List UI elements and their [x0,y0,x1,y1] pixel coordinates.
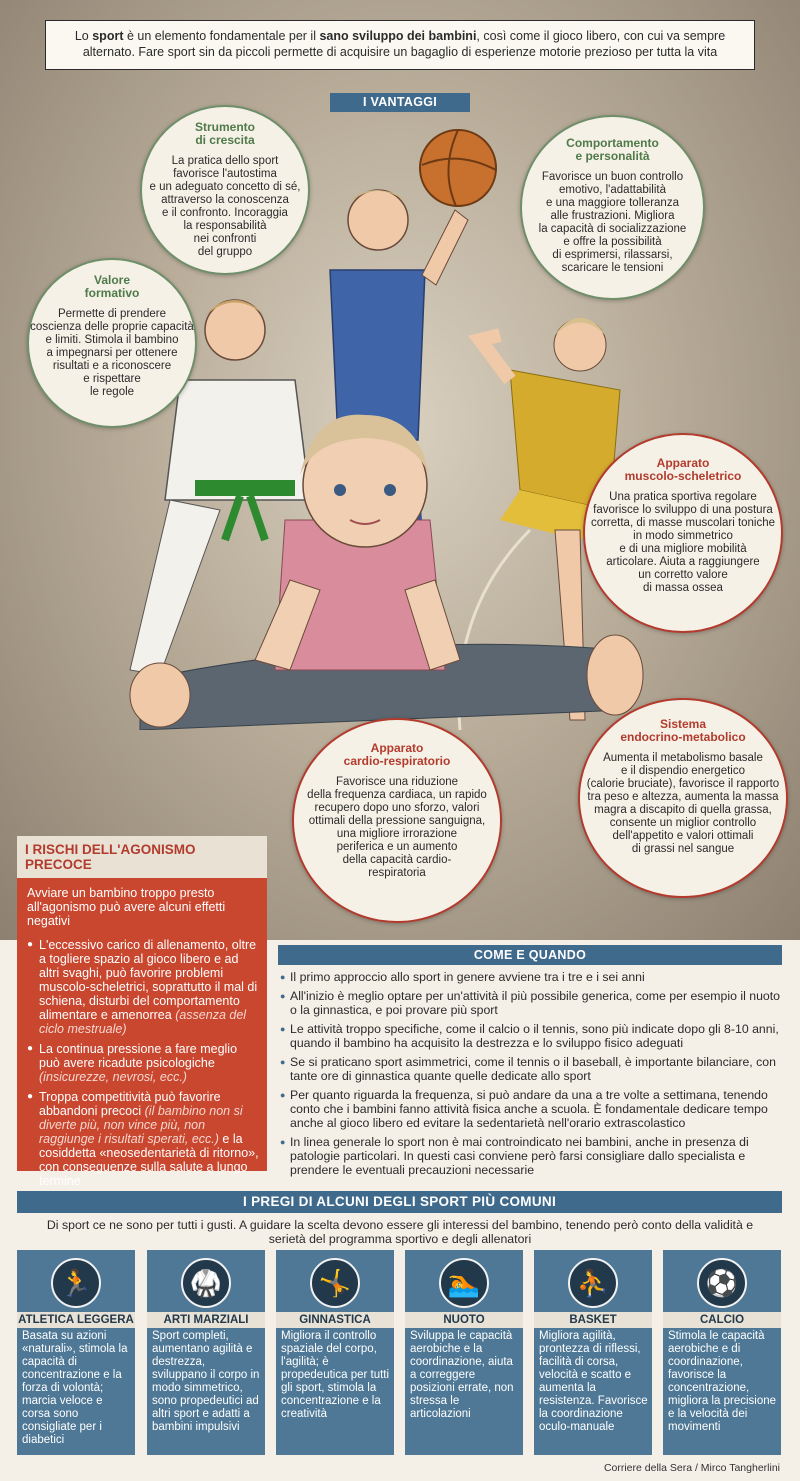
sport-card-nuoto [405,1250,523,1455]
sport-desc: Stimola le capacità aerobiche e di coordinazione, favorisce la concentrazione, migliora la precisione e la velocità dei movimenti [668,1330,777,1433]
sport-name: GINNASTICA [276,1312,394,1328]
list-item: ● Le attività troppo specifiche, come il calcio o il tennis, sono più indicate dopo gli 8-10 anni, quando il bambino ha acquisito la destrezza e lo sviluppo fisico adeguati [280,1022,785,1050]
sport-card-calcio [663,1250,781,1455]
vantaggi-title: I VANTAGGI [330,93,470,112]
bubble-title: Comportamento e personalità [566,136,659,163]
list-item: ● L'eccessivo carico di allenamento, oltre a togliere spazio al gioco libero e ad altri svaghi, può favorire problemi muscolo-scheletrici, soprattutto il mal di schiena, disturbi del comportamento alimentare e amenorrea (assenza del ciclo mestruale) [27,938,259,1036]
running-icon: 🏃 [51,1258,101,1308]
list-item: ● La continua pressione a fare meglio può avere ricadute psicologiche (insicurezze, nevrosi, ecc.) [27,1042,259,1084]
bubble-title: Strumento di crescita [195,120,255,147]
list-item: ● In linea generale lo sport non è mai controindicato nei bambini, anche in presenza di patologie particolari. In questi casi conviene però farsi consigliare dallo specialista e prendere le eventuali precauzioni necessarie [280,1135,785,1177]
bubble-strumento-di-crescita [140,105,310,275]
sport-desc: Migliora agilità, prontezza di riflessi, facilità di corsa, velocità e scatto e aumenta la resistenza. Favorisce la coordinazione oculo-manuale [539,1330,648,1433]
come-e-quando-list [280,970,785,1182]
bubble-text: Favorisce un buon controllo emotivo, l'adattabilità e una maggiore tolleranza alle frustrazioni. Migliora la capacità di socializzazione e offre la possibilità di esprimersi, rilassarsi, scaricare le tensioni [538,171,687,274]
martial-arts-icon: 🥋 [181,1258,231,1308]
sport-card-atletica [17,1250,135,1455]
sport-desc: Sport completi, aumentano agilità e destrezza, sviluppano il corpo in modo simmetrico, sono propedeutici ad altri sport e adatti a bambini impulsivi [152,1330,260,1433]
sport-card-arti-marziali [147,1250,265,1455]
bubble-text: Aumenta il metabolismo basale e il dispendio energetico (calorie bruciate), favorisce il rapporto tra peso e altezza, aumenta la massa magra a discapito di quella grassa, consente un miglior controllo dell'appetito e valori ottimali di grassi nel sangue [586,752,780,855]
rischi-intro: Avviare un bambino troppo presto all'agonismo può avere alcuni effetti negativi [27,886,226,928]
bubble-title: Apparato cardio-respiratorio [343,741,451,768]
bubble-text: Favorisce una riduzione della frequenza cardiaca, un rapido recupero dopo uno sforzo, valori ottimali della pressione sanguigna, una migliore irrorazione periferica e un aumento della capacità cardio- respiratoria [307,776,487,879]
pregi-intro: Di sport ce ne sono per tutti i gusti. A guidare la scelta devono essere gli interessi del bambino, tenendo però conto della validità e serietà del programma sportivo e degli allenatori [46,1218,754,1246]
sport-name: ARTI MARZIALI [147,1312,265,1328]
list-item: ● Troppa competitività può favorire abbandoni precoci (il bambino non si diverte più, non vince più, non raggiunge i risultati sperati, ecc.) e la cosiddetta «neosedentarietà di ritorno», con conseguenze sulla salute a lungo termine [27,1090,259,1188]
rischi-title: I RISCHI DELL'AGONISMO PRECOCE [17,836,267,878]
sport-name: NUOTO [405,1312,523,1328]
bubble-title: Sistema endocrino-metabolico [620,717,746,744]
gymnastics-icon: 🤸 [310,1258,360,1308]
swimming-icon: 🏊 [439,1258,489,1308]
sport-card-basket [534,1250,652,1455]
pregi-sport-title: I PREGI DI ALCUNI DEGLI SPORT PIÙ COMUNI [17,1191,782,1213]
list-item: ● Per quanto riguarda la frequenza, si può andare da una a tre volte a settimana, tenendo conto che i bambini fanno attività fisica anche a scuola. È fondamentale dedicare tempo anche al gioco libero ed evitare la sedentarietà nell'orario extrascolastico [280,1088,785,1130]
list-item: ● Se si praticano sport asimmetrici, come il tennis o il baseball, è importante bilanciare, con tante ore di ginnastica quante quelle dedicate allo sport [280,1055,785,1083]
bubble-apparato-muscolo-scheletrico [583,433,783,633]
bubble-comportamento-e-personalita [520,115,705,300]
come-e-quando-title: COME E QUANDO [278,945,782,965]
bubble-text: La pratica dello sport favorisce l'autostima e un adeguato concetto di sé, attraverso la conoscenza e il confronto. Incoraggia la responsabilità nei confronti del gruppo [149,155,301,258]
sport-desc: Sviluppa le capacità aerobiche e la coordinazione, aiuta a correggere posizioni errate, non stressa le articolazioni [410,1330,514,1420]
soccer-icon: ⚽ [697,1258,747,1308]
bubble-title: Valore formativo [84,273,140,300]
bubble-title: Apparato muscolo-scheletrico [624,456,742,483]
list-item: ● All'inizio è meglio optare per un'attività il più possibile generica, come per esempio il nuoto o la ginnastica, e poi provare più sport [280,989,785,1017]
intro-box: Lo sport è un elemento fondamentale per il sano sviluppo dei bambini, così come il gioco libero, con cui va sempre alternato. Fare sport sin da piccoli permette di acquisire un bagaglio di esperienze motorie prezioso per tutta la vita [45,20,755,70]
bubble-valore-formativo [27,258,197,428]
bubble-apparato-cardio-respiratorio [292,718,502,923]
sport-card-ginnastica [276,1250,394,1455]
credit-line: Corriere della Sera / Mirco Tangherlini [603,1462,780,1474]
sport-name: CALCIO [663,1312,781,1328]
basketball-icon: ⛹ [568,1258,618,1308]
sport-name: BASKET [534,1312,652,1328]
sport-name: ATLETICA LEGGERA [18,1314,134,1326]
bubble-sistema-endocrino-metabolico [578,698,788,898]
list-item: ● Il primo approccio allo sport in genere avviene tra i tre e i sei anni [280,970,785,984]
rischi-agonismo-box [17,836,267,1188]
bubble-text: Una pratica sportiva regolare favorisce lo sviluppo di una postura corretta, di masse muscolari toniche in modo simmetrico e di una migliore mobilità articolare. Aiuta a raggiungere un corretto valore di massa ossea [590,491,776,594]
basketball-icon [420,130,496,206]
sport-desc: Migliora il controllo spaziale del corpo, l'agilità; è propedeutica per tutti gli sport, stimola la concentrazione e la creatività [281,1330,390,1420]
sport-desc: Basata su azioni «naturali», stimola la capacità di concentrazione e la forza di volontà; marcia veloce e corsa sono consigliate per i diabetici [22,1330,128,1446]
bubble-text: Permette di prendere coscienza delle proprie capacità e limiti. Stimola il bambino a impegnarsi per ottenere risultati e a riconoscere e rispettare le regole [30,308,194,398]
rischi-list [17,938,267,1188]
